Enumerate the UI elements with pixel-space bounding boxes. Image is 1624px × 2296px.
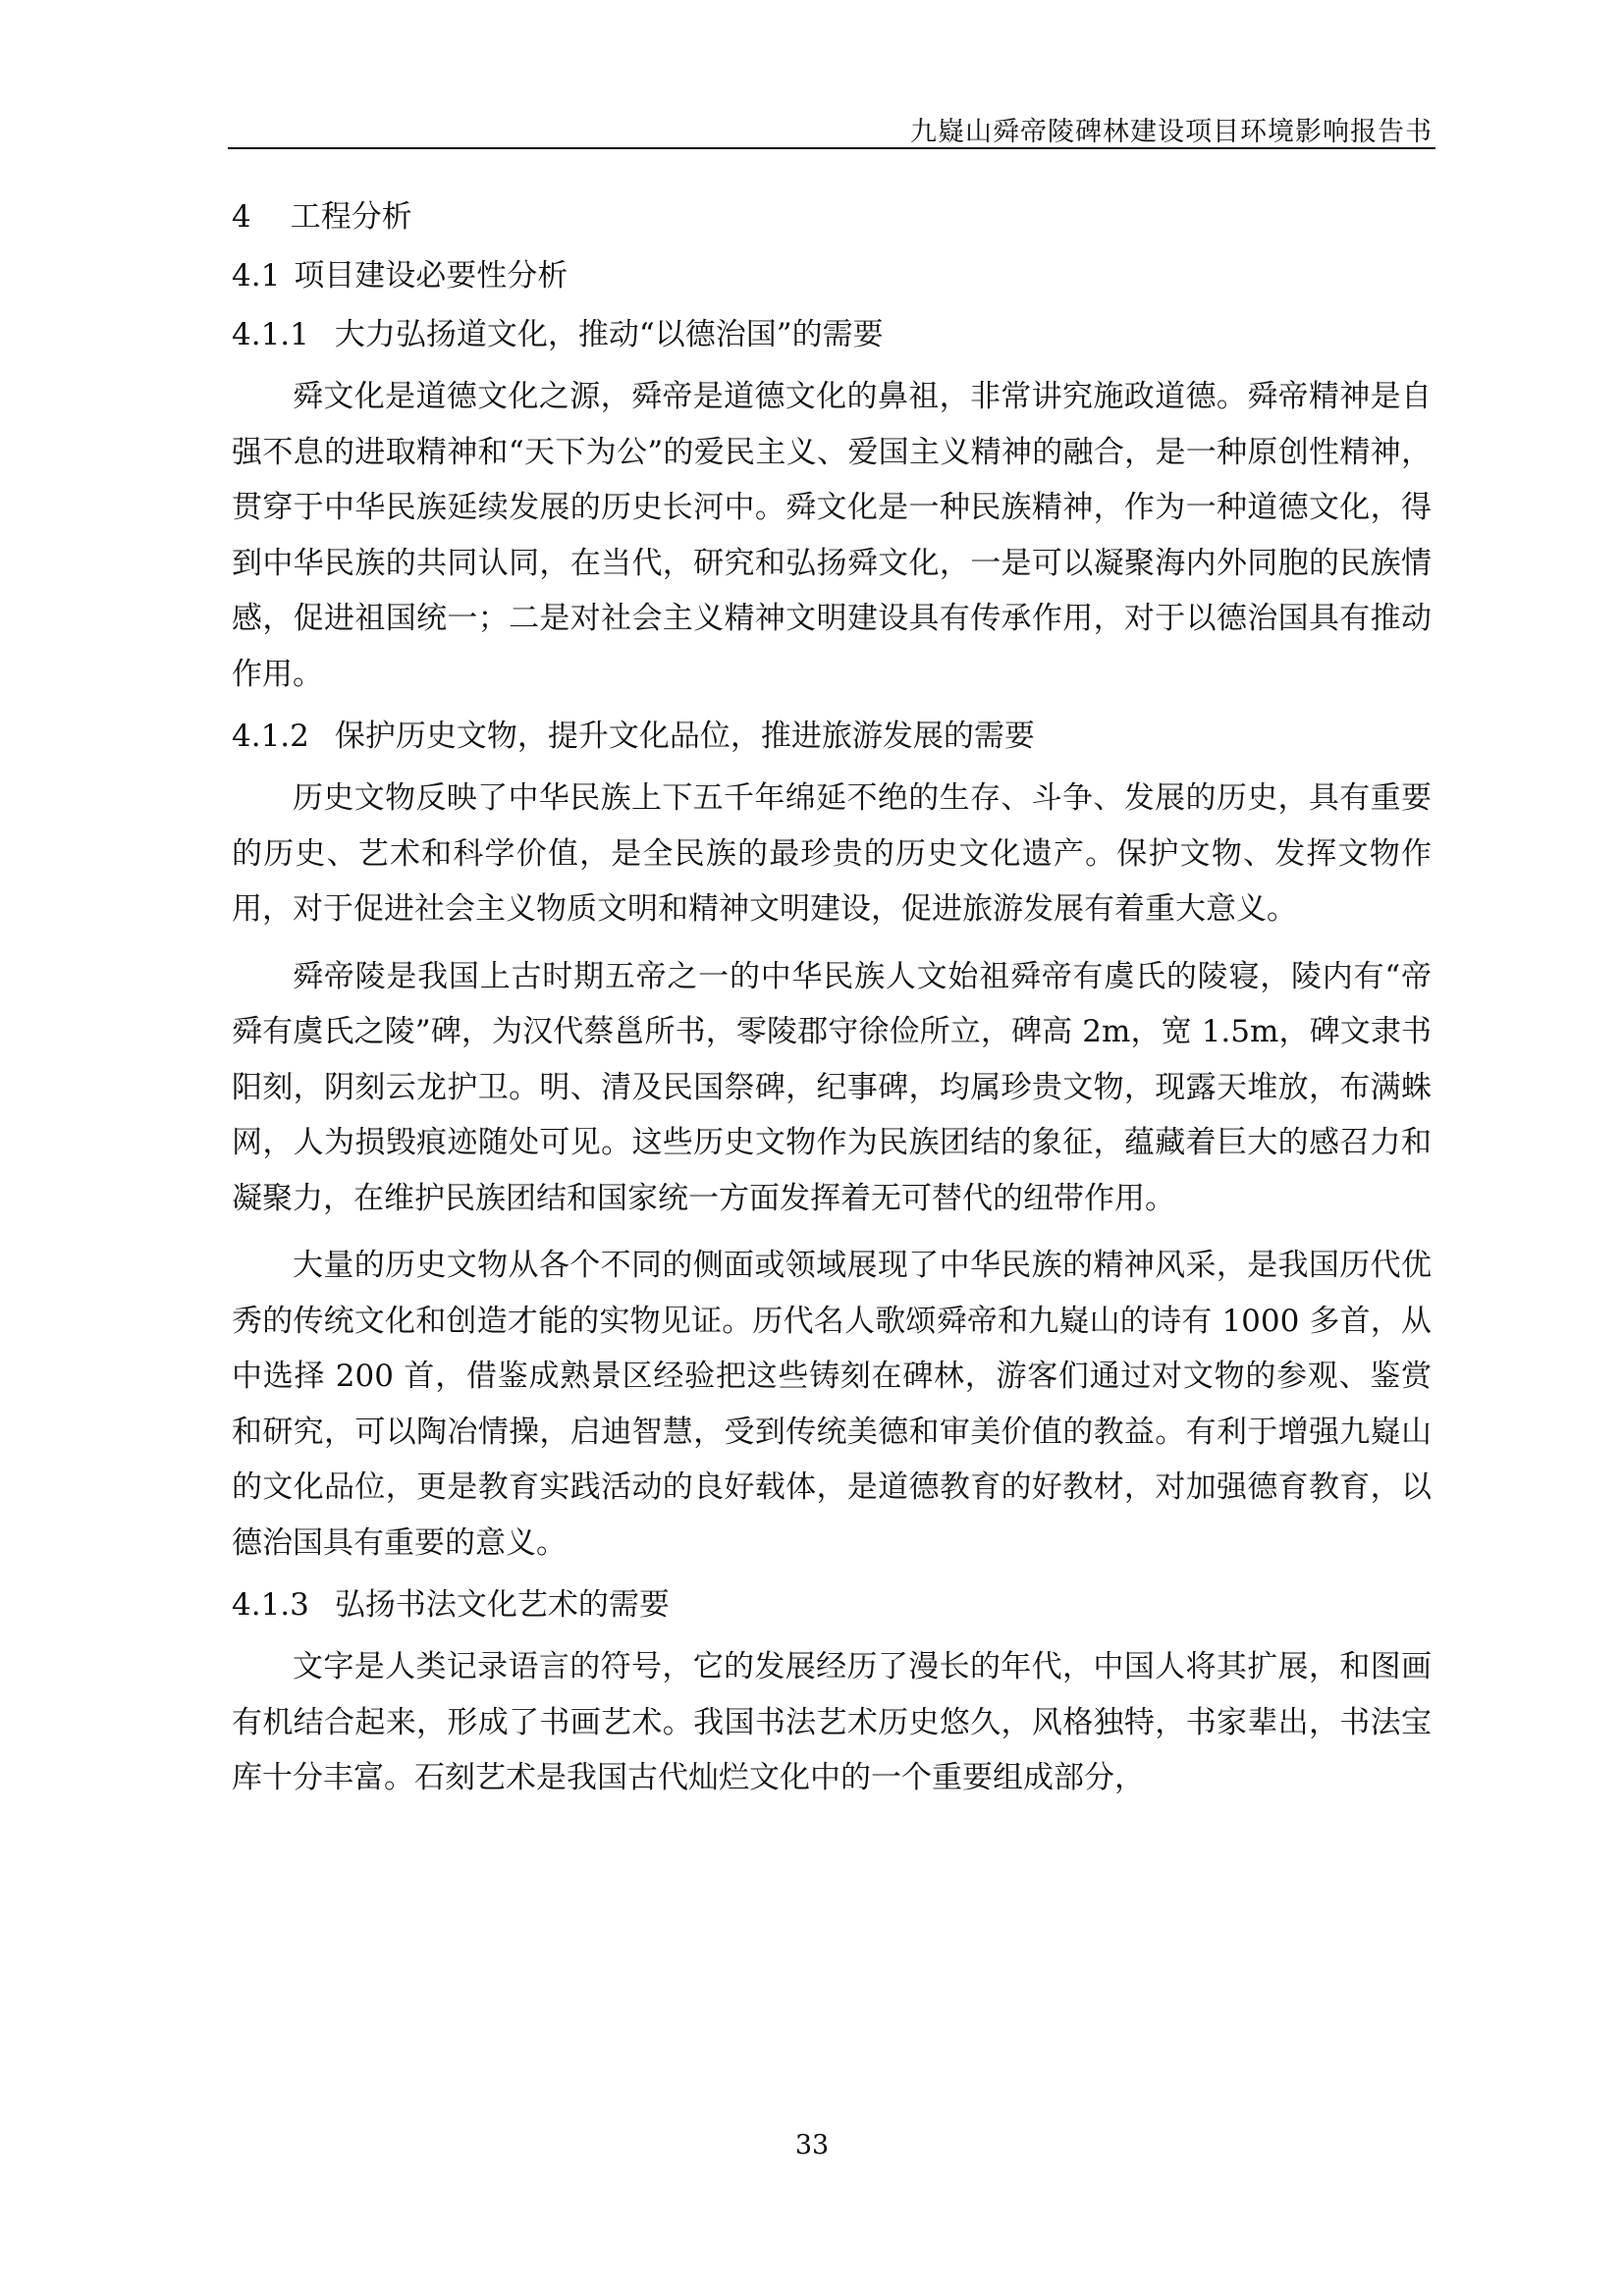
heading-number: 4.1.3 <box>232 1587 309 1623</box>
subsection-heading <box>232 253 1432 298</box>
running-header: 九嶷山舜帝陵碑林建设项目环境影响报告书 <box>910 117 1433 147</box>
header-divider <box>228 147 1435 149</box>
subsection-title: 项目建设必要性分析 <box>294 258 568 294</box>
subsubsection-heading-4-1-2 <box>232 714 1432 759</box>
section-title: 工程分析 <box>290 199 412 235</box>
subsection-number: 4.1 <box>232 258 281 294</box>
heading-title: 弘扬书法文化艺术的需要 <box>334 1587 670 1623</box>
heading-title: 大力弘扬道文化，推动“以德治国”的需要 <box>334 317 884 352</box>
paragraph: 舜文化是道德文化之源，舜帝是道德文化的鼻祖，非常讲究施政道德。舜帝精神是自强不息的进取精神和“天下为公”的爱民主义、爱国主义精神的融合，是一种原创性精神，贯穿于中华民族延续发展的历史长河中。舜文化是一种民族精神，作为一种道德文化，得到中华民族的共同认同，在当代，研究和弘扬舜文化，一是可以凝聚海内外同胞的民族情感，促进祖国统一；二是对社会主义精神文明建设具有传承作用，对于以德治国具有推动作用。 <box>232 379 1432 692</box>
section-heading <box>232 194 1432 240</box>
paragraph: 舜帝陵是我国上古时期五帝之一的中华民族人文始祖舜帝有虞氏的陵寝，陵内有“帝舜有虞氏之陵”碑，为汉代蔡邕所书，零陵郡守徐俭所立，碑高 2m，宽 1.5m，碑文隶书阳刻，阴刻云龙护卫。明、清及民国祭碑，纪事碑，均属珍贵文物，现露天堆放，布满蛛网，人为损毁痕迹随处可见。这些历史文物作为民族团结的象征，蕴藏着巨大的感召力和凝聚力，在维护民族团结和国家统一方面发挥着无可替代的纽带作用。 <box>232 958 1432 1216</box>
subsubsection-heading-4-1-3 <box>232 1582 1432 1628</box>
paragraph: 历史文物反映了中华民族上下五千年绵延不绝的生存、斗争、发展的历史，具有重要的历史、艺术和科学价值，是全民族的最珍贵的历史文化遗产。保护文物、发挥文物作用，对于促进社会主义物质文明和精神文明建设，促进旅游发展有着重大意义。 <box>232 780 1432 927</box>
paragraph: 大量的历史文物从各个不同的侧面或领域展现了中华民族的精神风采，是我国历代优秀的传统文化和创造才能的实物见证。历代名人歌颂舜帝和九嶷山的诗有 1000 多首，从中选择 200 首，借鉴成熟景区经验把这些铸刻在碑林，游客们通过对文物的参观、鉴赏和研究，可以陶冶情操，启迪智慧，受到传统美德和审美价值的教益。有利于增强九嶷山的文化品位，更是教育实践活动的良好载体，是道德教育的好教材，对加强德育教育，以德治国具有重要的意义。 <box>232 1248 1432 1561</box>
page-number: 33 <box>794 2130 830 2161</box>
section-number: 4 <box>232 199 251 235</box>
heading-number: 4.1.1 <box>232 317 309 352</box>
paragraph: 文字是人类记录语言的符号，它的发展经历了漫长的年代，中国人将其扩展，和图画有机结合起来，形成了书画艺术。我国书法艺术历史悠久，风格独特，书家辈出，书法宝库十分丰富。石刻艺术是我国古代灿烂文化中的一个重要组成部分， <box>232 1649 1432 1795</box>
subsubsection-heading-4-1-1 <box>232 312 1432 357</box>
page-body <box>232 185 1432 1818</box>
heading-number: 4.1.2 <box>232 719 309 754</box>
heading-title: 保护历史文物，提升文化品位，推进旅游发展的需要 <box>334 719 1035 754</box>
